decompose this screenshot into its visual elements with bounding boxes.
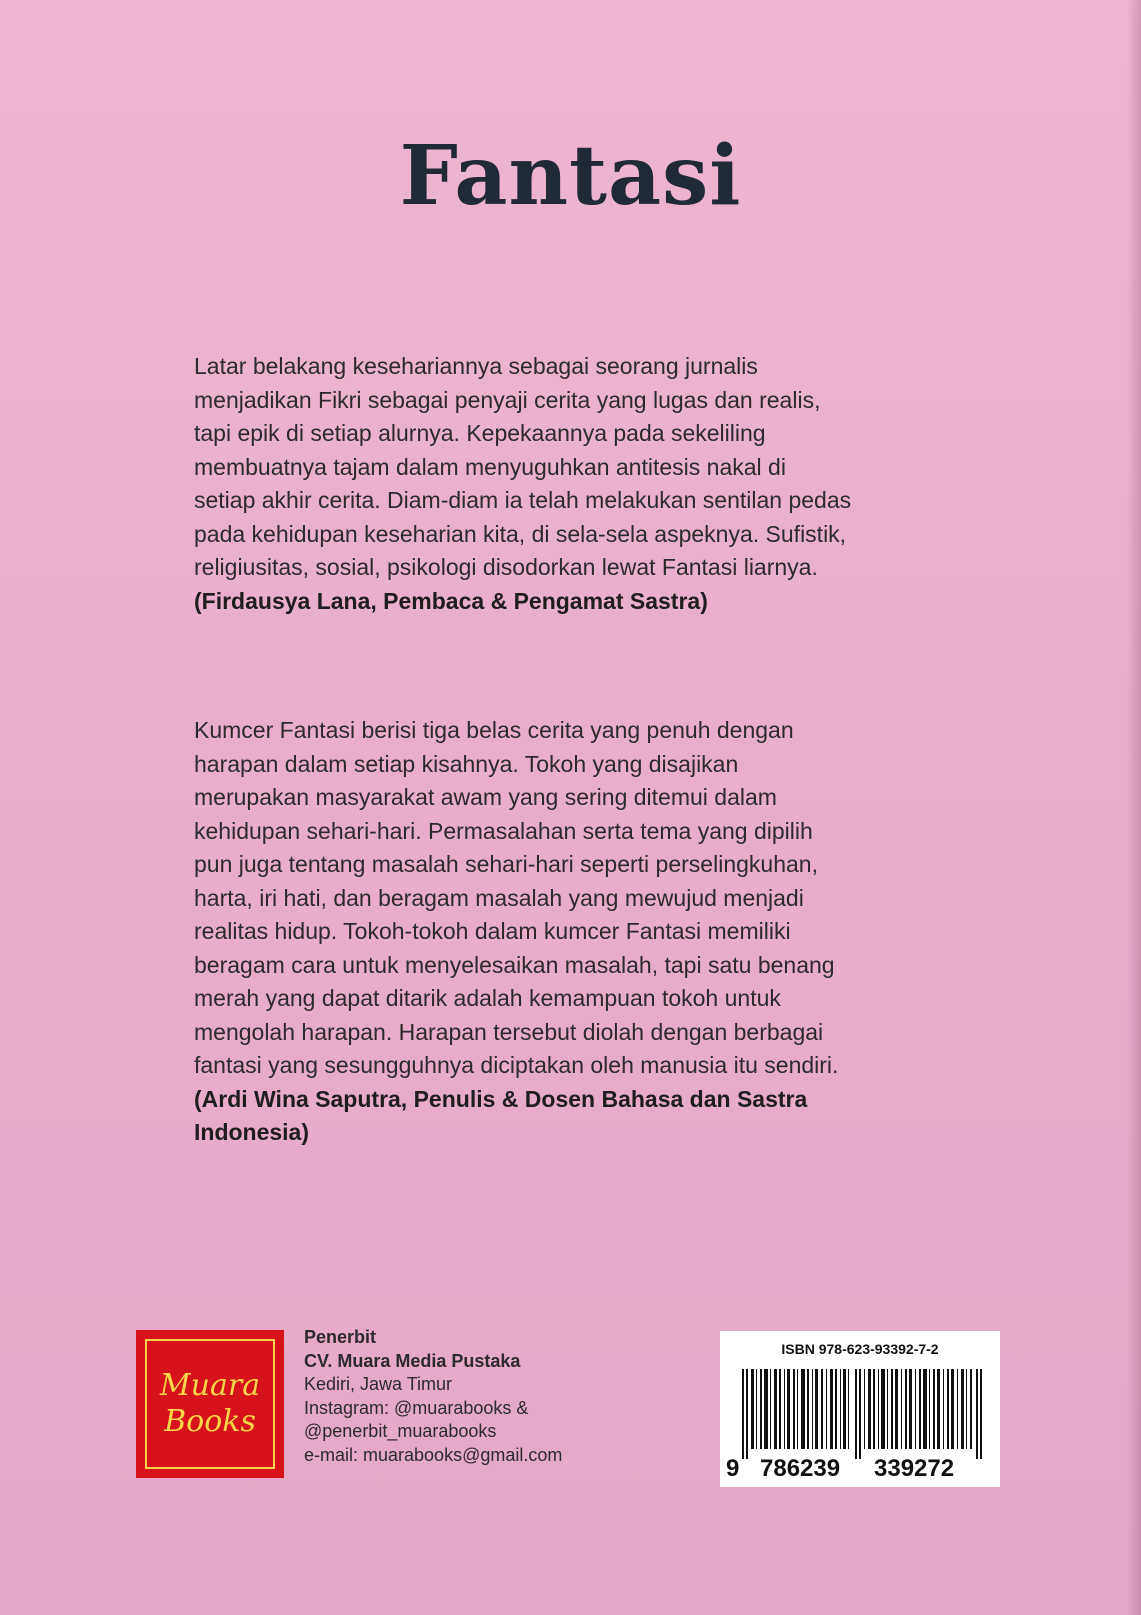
review-2-line: merah yang dapat ditarik adalah kemampuan tokoh untuk: [194, 985, 781, 1011]
book-title: Fantasi: [399, 128, 742, 224]
publisher-logo: [136, 1330, 284, 1478]
publisher-instagram-2: @penerbit_muarabooks: [304, 1421, 497, 1441]
review-paragraph-2: [194, 714, 1074, 1150]
review-2-line: harapan dalam setiap kisahnya. Tokoh yang disajikan: [194, 750, 739, 777]
review-1-line: religiusitas, sosial, psikologi disodorkan lewat Fantasi liarnya.: [194, 554, 818, 580]
barcode-bars: [742, 1369, 982, 1459]
review-1-line: pada kehidupan keseharian kita, di sela-sela aspeknya. Sufistik,: [194, 520, 847, 547]
review-1-attribution: (Firdausya Lana, Pembaca & Pengamat Sastra): [194, 587, 708, 614]
review-2-line: realitas hidup. Tokoh-tokoh dalam kumcer Fantasi memiliki: [194, 918, 791, 944]
review-2-line: mengolah harapan. Harapan tersebut diolah dengan berbagai: [194, 1018, 824, 1045]
publisher-logo-frame: [145, 1339, 275, 1469]
review-1-line: setiap akhir cerita. Diam-diam ia telah melakukan sentilan pedas: [194, 487, 852, 513]
review-2-line: beragam cara untuk menyelesaikan masalah, tapi satu benang: [194, 951, 835, 978]
review-2-line: merupakan masyarakat awam yang sering ditemui dalam: [194, 784, 777, 810]
review-1-line: tapi epik di setiap alurnya. Kepekaannya pada sekeliling: [194, 420, 766, 446]
isbn-number: ISBN 978-623-93392-7-2: [781, 1341, 939, 1357]
publisher-name: CV. Muara Media Pustaka: [304, 1350, 521, 1371]
barcode-digit-first: 9: [726, 1455, 740, 1482]
review-paragraph-1: [194, 350, 1074, 618]
publisher-email: e-mail: muarabooks@gmail.com: [304, 1444, 563, 1465]
review-2-line: fantasi yang sesungguhnya diciptakan oleh manusia itu sendiri.: [194, 1052, 839, 1078]
review-2-line: Kumcer Fantasi berisi tiga belas cerita yang penuh dengan: [194, 717, 794, 743]
publisher-label: Penerbit: [304, 1327, 377, 1347]
review-2-line: pun juga tentang masalah sehari-hari seperti perselingkuhan,: [194, 851, 818, 877]
publisher-city: Kediri, Jawa Timur: [304, 1374, 453, 1394]
cover-edge-shadow: [1127, 0, 1141, 1615]
review-2-line: kehidupan sehari-hari. Permasalahan serta tema yang dipilih: [194, 817, 813, 844]
isbn-barcode: [720, 1331, 1000, 1487]
review-2-attribution: (Ardi Wina Saputra, Penulis & Dosen Bahasa dan Sastra: [194, 1085, 808, 1112]
review-2-attribution: Indonesia): [194, 1119, 310, 1145]
publisher-info: [304, 1326, 684, 1467]
logo-word-books: Books: [164, 1404, 256, 1439]
review-2-line: harta, iri hati, dan beragam masalah yang mewujud menjadi: [194, 884, 804, 911]
publisher-instagram: Instagram: @muarabooks &: [304, 1397, 529, 1418]
logo-word-muara: Muara: [159, 1368, 261, 1403]
review-1-line: membuatnya tajam dalam menyuguhkan antitesis nakal di: [194, 453, 786, 480]
review-1-line: menjadikan Fikri sebagai penyaji cerita yang lugas dan realis,: [194, 386, 821, 413]
barcode-digits-right: 339272: [874, 1455, 955, 1482]
barcode-digits-left: 786239: [760, 1455, 841, 1482]
review-1-line: Latar belakang kesehariannya sebagai seorang jurnalis: [194, 353, 758, 379]
